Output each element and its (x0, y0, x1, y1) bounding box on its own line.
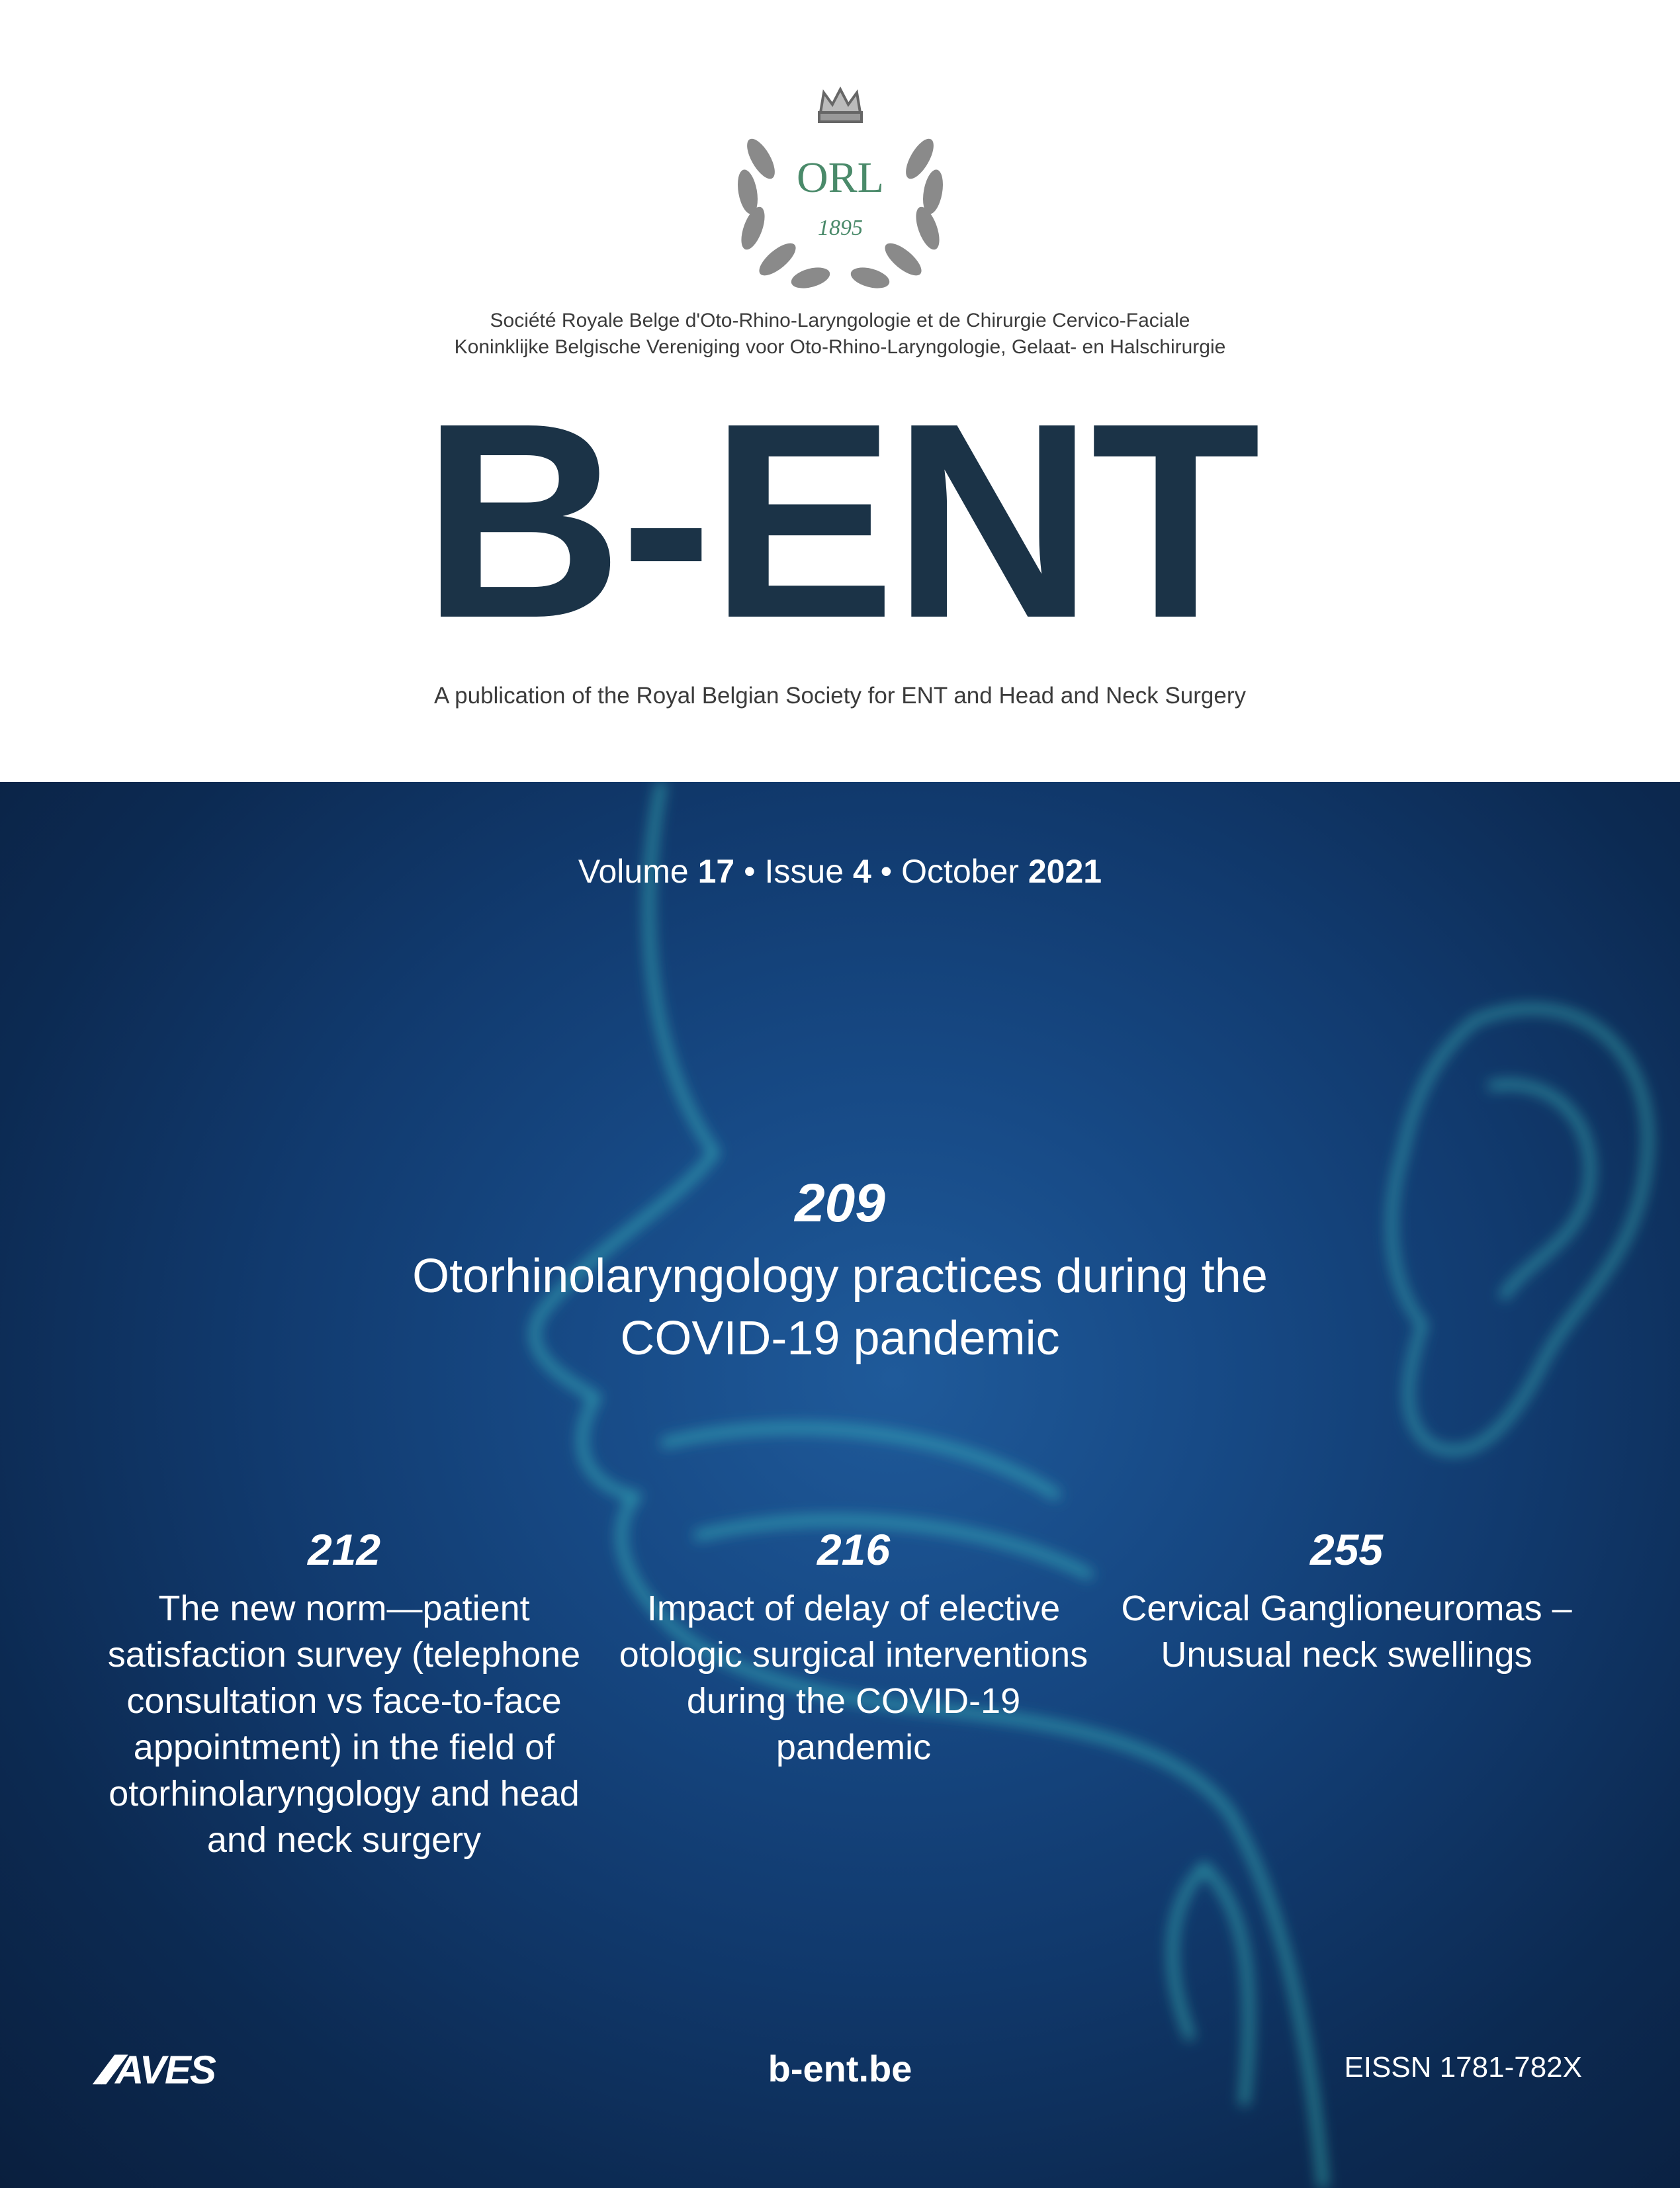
featured-article-title (0, 1245, 1680, 1370)
article-teaser (615, 1524, 1092, 1771)
crown-icon (819, 89, 862, 122)
article-title: The new norm—patient satisfaction survey (telephone consultation vs face-to-face appointment) in the field of otorhinolaryngology and head and neck surgery (107, 1589, 581, 1860)
publisher-name: AVES (115, 2048, 215, 2092)
article-teaser (106, 1524, 582, 1863)
article-title: Cervical Ganglioneuromas – Unusual neck swellings (1121, 1589, 1572, 1675)
journal-title: B-ENT (421, 366, 1259, 676)
article-teaser (1108, 1524, 1585, 1678)
journal-subtitle: A publication of the Royal Belgian Society for ENT and Head and Neck Surgery (434, 683, 1246, 709)
article-page: 255 (1309, 1525, 1384, 1574)
volume-label: Volume (578, 853, 689, 890)
article-page: 216 (817, 1525, 891, 1574)
volume-number: 17 (697, 853, 735, 890)
aves-mark-icon: /// (91, 2048, 121, 2092)
article-page: 212 (307, 1525, 381, 1574)
issue-month: October (901, 853, 1019, 890)
logo-text: ORL (797, 153, 884, 202)
separator: • (744, 853, 756, 890)
journal-url[interactable]: b-ent.be (768, 2048, 912, 2089)
society-logo (715, 86, 966, 298)
cover-image-area (0, 782, 1680, 2188)
issue-line (0, 852, 1680, 891)
featured-title-line: COVID-19 pandemic (620, 1312, 1060, 1365)
featured-article-page: 209 (795, 1173, 885, 1233)
issue-label: Issue (764, 853, 844, 890)
head-anatomy-illustration (0, 782, 1680, 2188)
eissn: EISSN 1781-782X (1344, 2051, 1582, 2083)
issue-number: 4 (852, 853, 871, 890)
society-name-dutch: Koninklijke Belgische Vereniging voor Oto-Rhino-Laryngologie, Gelaat- en Halschirurgie (454, 336, 1226, 358)
article-title: Impact of delay of elective otologic surgical interventions during the COVID-19 pandemic (619, 1589, 1088, 1767)
logo-year: 1895 (818, 216, 863, 240)
society-name-french: Société Royale Belge d'Oto-Rhino-Laryngologie et de Chirurgie Cervico-Faciale (490, 310, 1190, 331)
masthead (0, 0, 1680, 782)
issue-year: 2021 (1028, 853, 1102, 890)
featured-title-line: Otorhinolaryngology practices during the (412, 1250, 1268, 1303)
separator: • (880, 853, 893, 890)
